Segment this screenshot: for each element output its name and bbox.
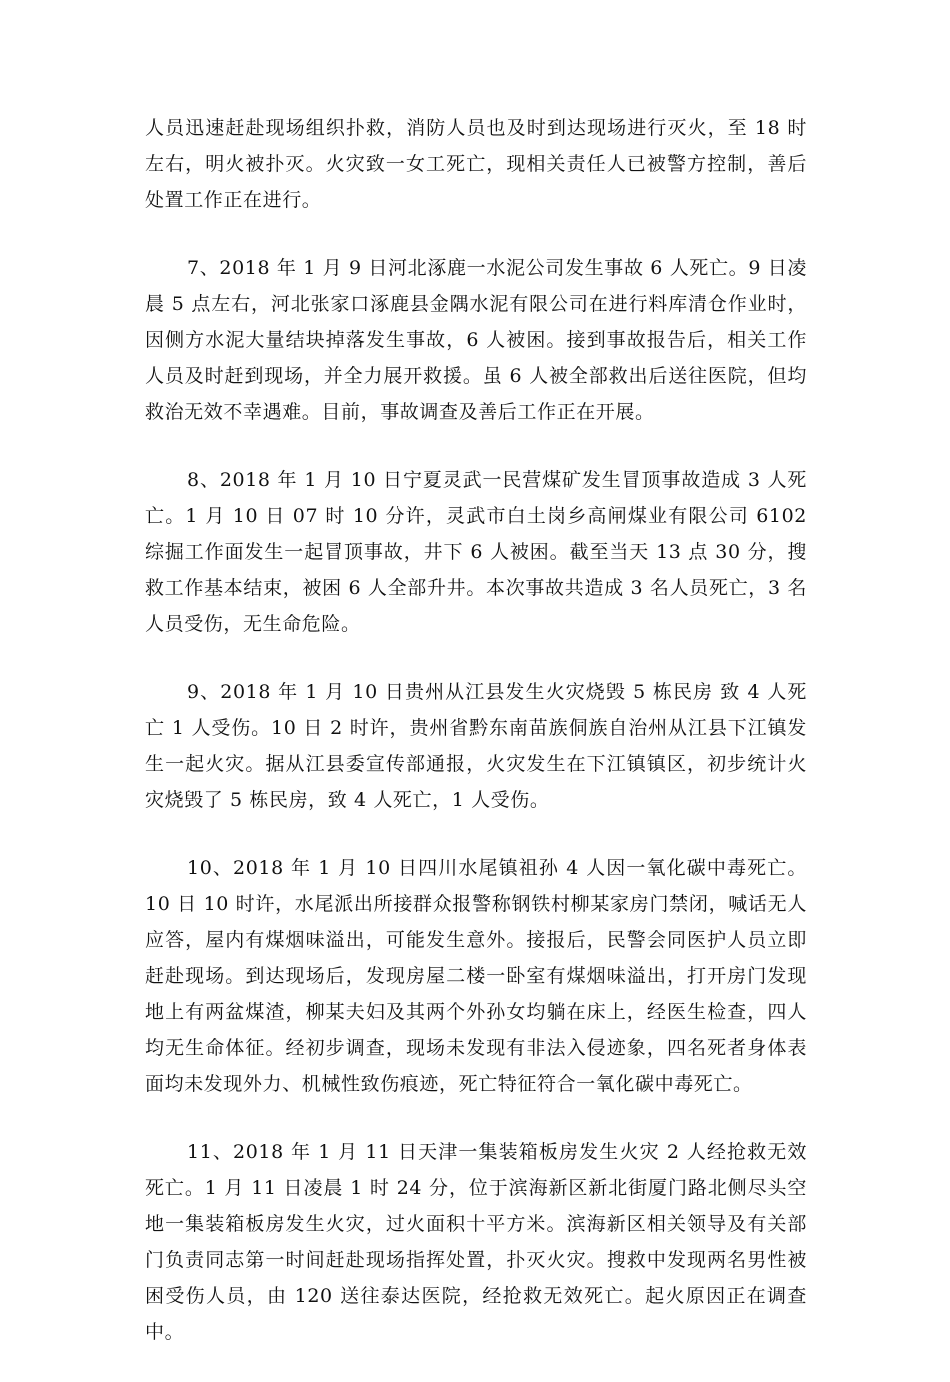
paragraph-item-8: 8、2018 年 1 月 10 日宁夏灵武一民营煤矿发生冒顶事故造成 3 人死亡。1 月 10 日 07 时 10 分许，灵武市白土岗乡高闸煤业有限公司 6102 综掘工作面发生一起冒顶事故，井下 6 人被困。截至当天 13 点 30 分，搜救工作基本结束，被困 6 人全部升井。本次事故共造成 3 名人员死亡，3 名人员受伤，无生命危险。 <box>145 469 807 635</box>
paragraph-item-9: 9、2018 年 1 月 10 日贵州从江县发生火灾烧毁 5 栋民房 致 4 人死亡 1 人受伤。10 日 2 时许，贵州省黔东南苗族侗族自治州从江县下江镇发生一起火灾。据从江县委宣传部通报，火灾发生在下江镇镇区，初步统计火灾烧毁了 5 栋民房，致 4 人死亡，1 人受伤。 <box>145 681 807 811</box>
paragraph-item-7: 7、2018 年 1 月 9 日河北涿鹿一水泥公司发生事故 6 人死亡。9 日凌晨 5 点左右，河北张家口涿鹿县金隅水泥有限公司在进行料库清仓作业时，因侧方水泥大量结块掉落发生事故，6 人被困。接到事故报告后，相关工作人员及时赶到现场，并全力展开救援。虽 6 人被全部救出后送往医院，但均救治无效不幸遇难。目前，事故调查及善后工作正在开展。 <box>145 257 807 423</box>
paragraph-item-11: 11、2018 年 1 月 11 日天津一集装箱板房发生火灾 2 人经抢救无效死亡。1 月 11 日凌晨 1 时 24 分，位于滨海新区新北街厦门路北侧尽头空地一集装箱板房发生火灾，过火面积十平方米。滨海新区相关领导及有关部门负责同志第一时间赶赴现场指挥处置，扑灭火灾。搜救中发现两名男性被困受伤人员，由 120 送往泰达医院，经抢救无效死亡。起火原因正在调查中。 <box>145 1141 807 1343</box>
document-body <box>145 110 807 1382</box>
paragraph-item-10: 10、2018 年 1 月 10 日四川水尾镇祖孙 4 人因一氧化碳中毒死亡。10 日 10 时许，水尾派出所接群众报警称钢铁村柳某家房门禁闭，喊话无人应答，屋内有煤烟味溢出，可能发生意外。接报后，民警会同医护人员立即赶赴现场。到达现场后，发现房屋二楼一卧室有煤烟味溢出，打开房门发现地上有两盆煤渣，柳某夫妇及其两个外孙女均躺在床上，经医生检查，四人均无生命体征。经初步调查，现场未发现有非法入侵迹象，四名死者身体表面均未发现外力、机械性致伤痕迹，死亡特征符合一氧化碳中毒死亡。 <box>145 857 807 1095</box>
paragraph-continuation: 人员迅速赶赴现场组织扑救，消防人员也及时到达现场进行灭火，至 18 时左右，明火被扑灭。火灾致一女工死亡，现相关责任人已被警方控制，善后处置工作正在进行。 <box>145 117 807 211</box>
